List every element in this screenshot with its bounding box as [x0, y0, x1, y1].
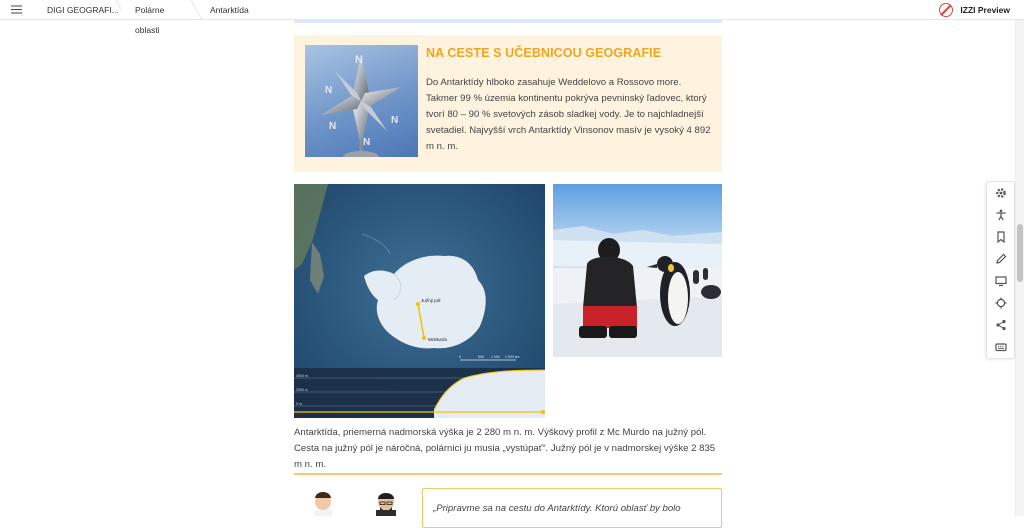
- researcher-penguin-photo[interactable]: [553, 184, 722, 357]
- pencil-icon[interactable]: [994, 252, 1008, 266]
- izzi-preview[interactable]: [939, 2, 1010, 18]
- preview-label: IZZI Preview: [960, 5, 1010, 15]
- screen-icon[interactable]: [994, 274, 1008, 288]
- map-caption: Antarktída, priemerná nadmorská výška je 2 280 m n. m. Výškový profil z Mc Murdo na južný pól. Cesta na južný pól je náročná, polárnici ju musia „vystúpať“. Južný pól je v nadmorskej výške 2 835 m n. m.: [294, 427, 716, 470]
- antarctica-map-image[interactable]: [294, 184, 545, 418]
- quote-box: [422, 488, 722, 528]
- hamburger-menu-icon[interactable]: [0, 0, 32, 20]
- compass-image: [305, 45, 418, 157]
- map-scale-label-0: 0: [459, 355, 461, 359]
- gear-icon[interactable]: [994, 186, 1008, 200]
- keyboard-icon[interactable]: [994, 340, 1008, 354]
- side-toolbar: [986, 181, 1015, 359]
- info-box-text: Do Antarktídy hlboko zasahuje Weddelovo a Rossovo more. Takmer 99 % územia kontinentu pokrýva pevninský ľadovec, ktorý tvorí 80 – 90 % svetových zásob sladkej vody. Je to najchladnejší svetadiel. Najvyšší vrch Antarktídy Vinsonov masív je vysoký 4 892 m n. m.: [426, 77, 711, 152]
- compass-letter-right: N: [391, 115, 399, 126]
- compass-letter-left: N: [325, 85, 333, 96]
- profile-label-2000: 2000 m: [296, 388, 308, 392]
- info-box-title: NA CESTE S UČEBNICOU GEOGRAFIE: [426, 46, 662, 60]
- profile-label-4000: 4000 m: [296, 374, 308, 378]
- target-icon[interactable]: [994, 296, 1008, 310]
- map-scale-label-2: 1 000: [491, 355, 500, 359]
- accessibility-icon[interactable]: [994, 208, 1008, 222]
- scrollbar-thumb[interactable]: [1017, 224, 1023, 282]
- map-label-mcmurdo: McMurdo: [428, 337, 448, 342]
- previous-section-edge: [294, 20, 722, 23]
- share-icon[interactable]: [994, 318, 1008, 332]
- breadcrumb: [32, 0, 276, 35]
- compass-letter-bottom: N: [363, 137, 371, 148]
- compass-letter-bottom-left: N: [329, 121, 337, 132]
- students-illustration: [300, 486, 410, 516]
- breadcrumb-item-digi-geografia[interactable]: DIGI GEOGRAFI...: [32, 0, 121, 20]
- breadcrumb-item-antarktida[interactable]: Antarktída: [210, 4, 249, 15]
- info-box: [294, 35, 722, 172]
- bookmark-icon[interactable]: [994, 230, 1008, 244]
- izzi-logo-icon: [939, 3, 953, 17]
- map-label-south-pole: Južný pól: [421, 298, 441, 303]
- section-divider: [294, 473, 722, 475]
- profile-label-0: 0 m: [296, 402, 302, 406]
- map-scale-label-1: 500: [478, 355, 484, 359]
- compass-letter-top: N: [355, 54, 363, 66]
- breadcrumb-item-polarne-oblasti[interactable]: Polárne oblasti: [121, 0, 196, 20]
- map-scale-label-3: 1 500 km: [505, 355, 520, 359]
- quote-text: „Pripravme sa na cestu do Antarktídy. Ktorú oblasť by bolo: [433, 503, 681, 514]
- top-bar: [0, 0, 1024, 35]
